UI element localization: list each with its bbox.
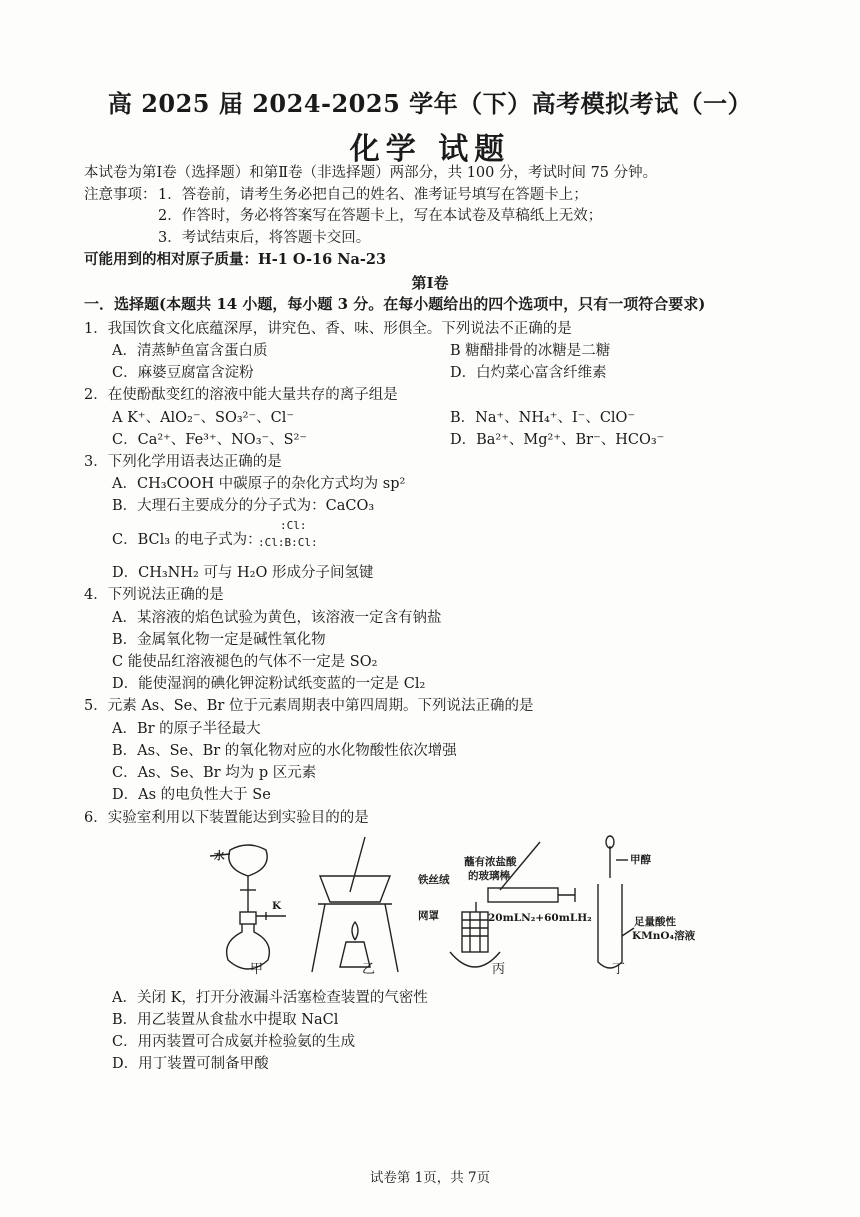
question-4-stem: 4．下列说法正确的是 bbox=[84, 587, 224, 603]
heated-tube-icon bbox=[462, 912, 488, 952]
figure-label-jia: 甲 bbox=[250, 962, 264, 977]
q2-option-c: C．Ca²⁺、Fe³⁺、NO₃⁻、S²⁻ bbox=[112, 432, 308, 448]
label-rod2: 的玻璃棒 bbox=[468, 870, 510, 882]
label-methanol: 甲醇 bbox=[630, 854, 651, 866]
q4-option-d: D．能使湿润的碘化钾淀粉试纸变蓝的一定是 Cl₂ bbox=[112, 676, 426, 692]
q1-option-a: A．清蒸鲈鱼富含蛋白质 bbox=[112, 343, 268, 359]
note-1: 1．答卷前，请考生务必把自己的姓名、准考证号填写在答题卡上； bbox=[158, 187, 588, 203]
atomic-mass: 可能用到的相对原子质量：H-1 O-16 Na-23 bbox=[84, 251, 387, 268]
label-acidic-2: KMnO₄溶液 bbox=[632, 930, 696, 942]
q3-option-a: A．CH₃COOH 中碳原子的杂化方式均为 sp² bbox=[112, 476, 406, 492]
label-gas: 20mLN₂+60mLH₂ bbox=[488, 912, 592, 924]
intro-line: 本试卷为第Ⅰ卷（选择题）和第Ⅱ卷（非选择题）两部分，共 100 分，考试时间 75 分钟。 bbox=[84, 165, 658, 181]
bcl3-lewis-structure bbox=[258, 520, 318, 548]
lewis-top-cl: :Cl: bbox=[280, 519, 307, 532]
figure-label-yi: 乙 bbox=[362, 962, 376, 977]
q6-option-d: D．用丁装置可制备甲酸 bbox=[112, 1056, 269, 1072]
question-5-stem: 5．元素 As、Se、Br 位于元素周期表中第四周期。下列说法正确的是 bbox=[84, 698, 534, 714]
q4-option-c: C 能使品红溶液褪色的气体不一定是 SO₂ bbox=[112, 654, 378, 670]
test-tube-icon bbox=[598, 884, 622, 968]
q1-option-d: D．白灼菜心富含纤维素 bbox=[450, 365, 607, 381]
q2-option-d: D．Ba²⁺、Mg²⁺、Br⁻、HCO₃⁻ bbox=[450, 432, 665, 448]
q5-option-d: D．As 的电负性大于 Se bbox=[112, 787, 271, 803]
q6-option-a: A．关闭 K，打开分液漏斗活塞检查装置的气密性 bbox=[112, 990, 428, 1006]
q6-option-b: B．用乙装置从食盐水中提取 NaCl bbox=[112, 1012, 339, 1028]
note-3: 3．考试结束后，将答题卡交回。 bbox=[158, 230, 371, 246]
label-iron-wool: 铁丝绒 bbox=[418, 874, 450, 886]
section-heading: 一．选择题(本题共 14 小题，每小题 3 分。在每小题给出的四个选项中，只有一项符合要求) bbox=[84, 295, 706, 313]
q4-option-a: A．某溶液的焰色试验为黄色，该溶液一定含有钠盐 bbox=[112, 610, 442, 626]
question-2-stem: 2．在使酚酞变红的溶液中能大量共存的离子组是 bbox=[84, 387, 398, 403]
label-copper: 网罩 bbox=[418, 910, 439, 922]
page-footer: 试卷第 1页，共 7页 bbox=[369, 1170, 491, 1186]
separatory-funnel-icon bbox=[229, 845, 267, 876]
question-3-stem: 3．下列化学用语表达正确的是 bbox=[84, 454, 282, 470]
question-6-stem: 6．实验室利用以下装置能达到实验目的的是 bbox=[84, 810, 369, 826]
q5-option-b: B．As、Se、Br 的氧化物对应的水化物酸性依次增强 bbox=[112, 743, 457, 759]
label-k: K bbox=[272, 900, 282, 912]
q3-option-c: C．BCl₃ 的电子式为： bbox=[112, 532, 262, 548]
q4-option-b: B．金属氧化物一定是碱性氧化物 bbox=[112, 632, 326, 648]
q5-option-a: A．Br 的原子半径最大 bbox=[112, 721, 261, 737]
note-2: 2．作答时，务必将答案写在答题卡上，写在本试卷及草稿纸上无效； bbox=[158, 208, 603, 224]
q3-option-d: D．CH₃NH₂ 可与 H₂O 形成分子间氢键 bbox=[112, 565, 374, 581]
label-acidic-1: 足量酸性 bbox=[634, 916, 676, 928]
q2-option-a: A K⁺、AlO₂⁻、SO₃²⁻、Cl⁻ bbox=[112, 410, 295, 426]
exam-title: 高 2025 届 2024-2025 学年（下）高考模拟考试（一） bbox=[107, 89, 753, 118]
exam-subtitle: 化学 试题 bbox=[349, 132, 511, 167]
apparatus-figure bbox=[200, 832, 696, 982]
figure-label-ding: 丁 bbox=[612, 962, 626, 977]
question-1-stem: 1．我国饮食文化底蕴深厚，讲究色、香、味、形俱全。下列说法不正确的是 bbox=[84, 321, 572, 337]
q2-option-b: B．Na⁺、NH₄⁺、I⁻、ClO⁻ bbox=[450, 410, 636, 426]
q1-option-b: B 糖醋排骨的冰糖是二糖 bbox=[450, 343, 611, 359]
part-heading: 第Ⅰ卷 bbox=[411, 274, 449, 292]
syringe-icon bbox=[488, 888, 558, 902]
label-water: 水 bbox=[214, 850, 225, 862]
q1-option-c: C．麻婆豆腐富含淀粉 bbox=[112, 365, 254, 381]
q5-option-c: C．As、Se、Br 均为 p 区元素 bbox=[112, 765, 317, 781]
q6-option-c: C．用丙装置可合成氨并检验氨的生成 bbox=[112, 1034, 356, 1050]
figure-label-bing: 丙 bbox=[492, 962, 506, 977]
q3-option-b: B．大理石主要成分的分子式为：CaCO₃ bbox=[112, 498, 375, 514]
notes-label: 注意事项： bbox=[84, 187, 157, 203]
label-rod: 蘸有浓盐酸 bbox=[464, 856, 517, 868]
evaporating-dish-icon bbox=[320, 876, 390, 902]
lewis-row: :Cl:B:Cl: bbox=[258, 536, 318, 549]
apparatus-drawing bbox=[200, 832, 670, 982]
